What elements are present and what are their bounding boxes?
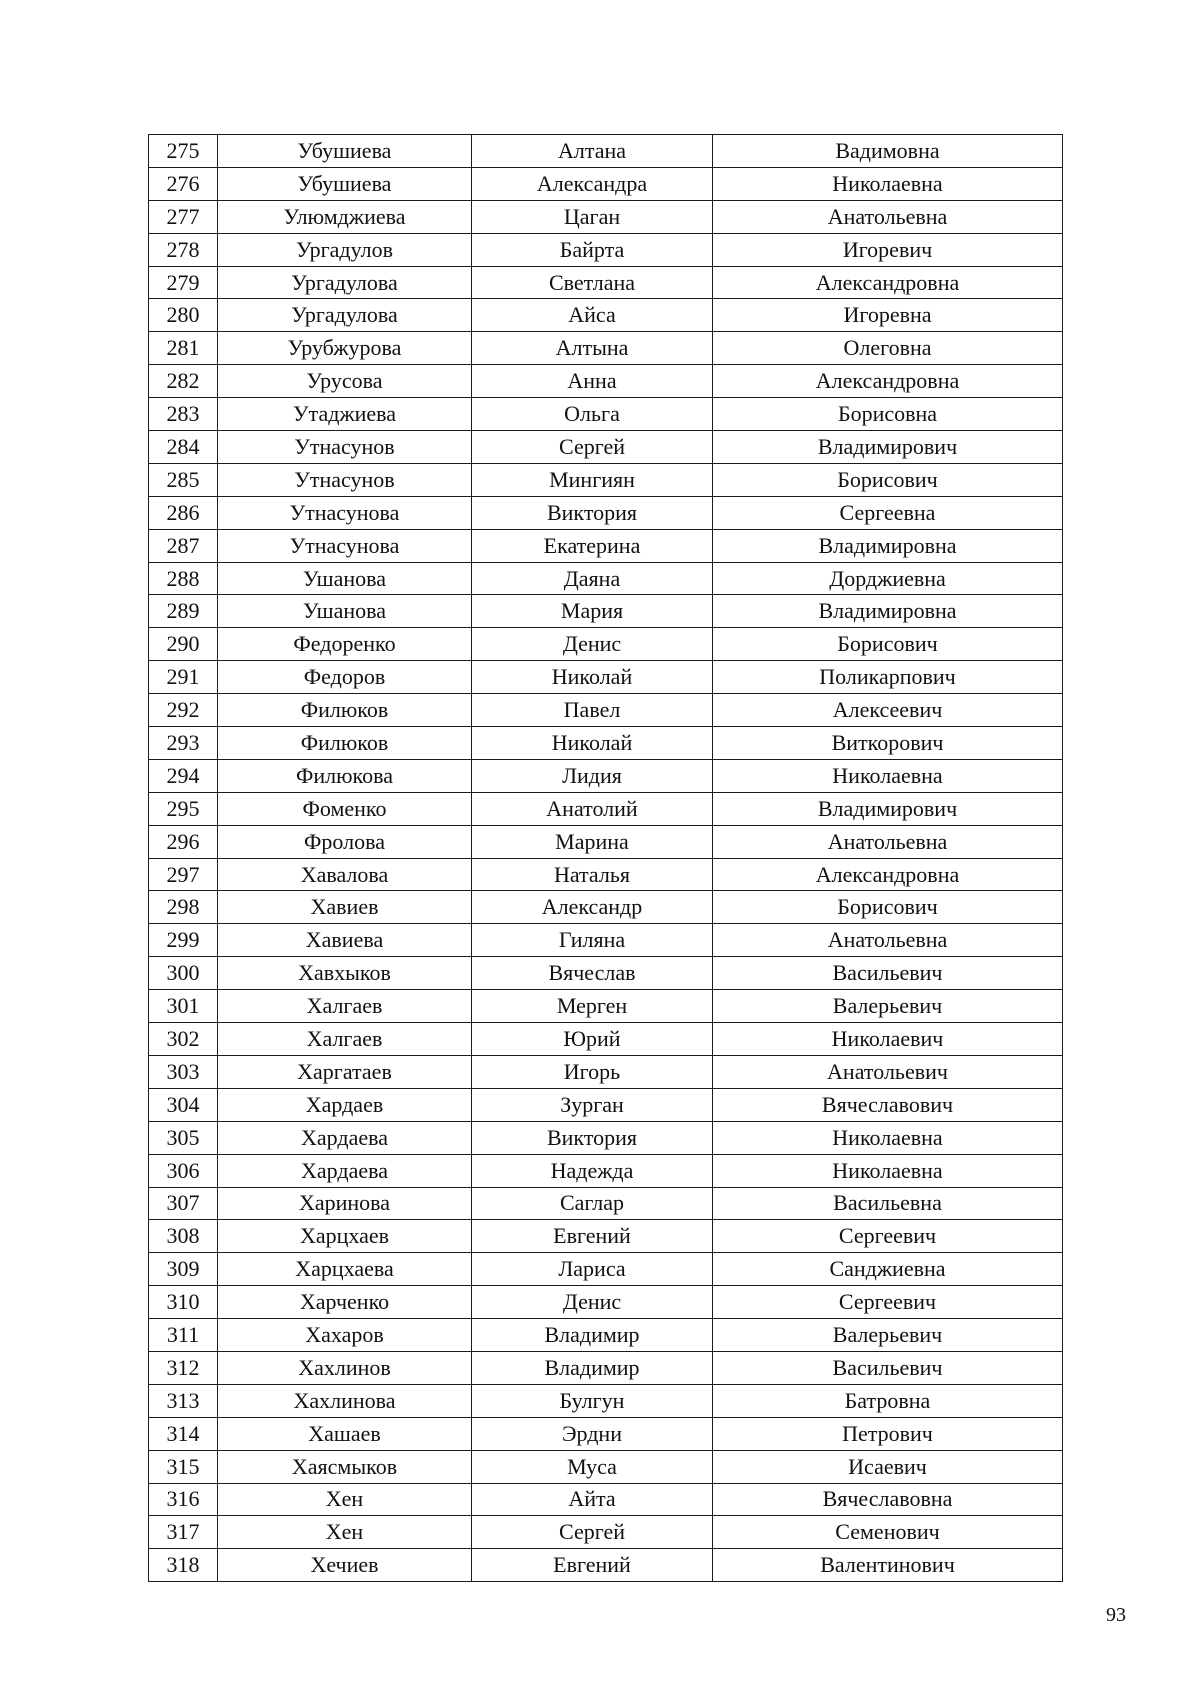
table-row bbox=[149, 661, 1063, 694]
patronymic-cell: Валерьевич bbox=[713, 1319, 1063, 1352]
patronymic-cell: Сергеевна bbox=[713, 496, 1063, 529]
row-number-cell: 281 bbox=[149, 332, 218, 365]
table-row bbox=[149, 1121, 1063, 1154]
row-number-cell: 291 bbox=[149, 661, 218, 694]
table-row bbox=[149, 463, 1063, 496]
row-number-cell: 318 bbox=[149, 1549, 218, 1582]
row-number-cell: 306 bbox=[149, 1154, 218, 1187]
patronymic-cell: Алексеевич bbox=[713, 694, 1063, 727]
last-name-cell: Харинова bbox=[218, 1187, 472, 1220]
table-row bbox=[149, 1154, 1063, 1187]
table-row bbox=[149, 628, 1063, 661]
first-name-cell: Денис bbox=[472, 628, 713, 661]
last-name-cell: Филюков bbox=[218, 694, 472, 727]
patronymic-cell: Николаевна bbox=[713, 167, 1063, 200]
table-row bbox=[149, 1088, 1063, 1121]
last-name-cell: Утнасунов bbox=[218, 431, 472, 464]
row-number-cell: 310 bbox=[149, 1286, 218, 1319]
last-name-cell: Ургадулов bbox=[218, 233, 472, 266]
table-row bbox=[149, 1253, 1063, 1286]
row-number-cell: 300 bbox=[149, 957, 218, 990]
table-row bbox=[149, 167, 1063, 200]
row-number-cell: 313 bbox=[149, 1384, 218, 1417]
row-number-cell: 289 bbox=[149, 595, 218, 628]
row-number-cell: 307 bbox=[149, 1187, 218, 1220]
first-name-cell: Екатерина bbox=[472, 529, 713, 562]
first-name-cell: Игорь bbox=[472, 1055, 713, 1088]
first-name-cell: Александр bbox=[472, 891, 713, 924]
row-number-cell: 296 bbox=[149, 825, 218, 858]
last-name-cell: Харгатаев bbox=[218, 1055, 472, 1088]
patronymic-cell: Борисович bbox=[713, 463, 1063, 496]
first-name-cell: Булгун bbox=[472, 1384, 713, 1417]
first-name-cell: Анатолий bbox=[472, 792, 713, 825]
row-number-cell: 298 bbox=[149, 891, 218, 924]
table-row bbox=[149, 431, 1063, 464]
last-name-cell: Хардаева bbox=[218, 1121, 472, 1154]
first-name-cell: Саглар bbox=[472, 1187, 713, 1220]
last-name-cell: Ургадулова bbox=[218, 299, 472, 332]
first-name-cell: Алтына bbox=[472, 332, 713, 365]
table-row bbox=[149, 891, 1063, 924]
last-name-cell: Харченко bbox=[218, 1286, 472, 1319]
patronymic-cell: Николаевич bbox=[713, 1023, 1063, 1056]
row-number-cell: 301 bbox=[149, 990, 218, 1023]
last-name-cell: Хавхыков bbox=[218, 957, 472, 990]
page-number: 93 bbox=[1106, 1604, 1126, 1626]
last-name-cell: Утнасунов bbox=[218, 463, 472, 496]
last-name-cell: Урубжурова bbox=[218, 332, 472, 365]
row-number-cell: 275 bbox=[149, 135, 218, 168]
table-row bbox=[149, 1450, 1063, 1483]
first-name-cell: Денис bbox=[472, 1286, 713, 1319]
row-number-cell: 278 bbox=[149, 233, 218, 266]
patronymic-cell: Борисович bbox=[713, 628, 1063, 661]
last-name-cell: Утнасунова bbox=[218, 529, 472, 562]
row-number-cell: 297 bbox=[149, 858, 218, 891]
last-name-cell: Харцхаев bbox=[218, 1220, 472, 1253]
last-name-cell: Утаджиева bbox=[218, 398, 472, 431]
last-name-cell: Хавиев bbox=[218, 891, 472, 924]
first-name-cell: Светлана bbox=[472, 266, 713, 299]
patronymic-cell: Александровна bbox=[713, 266, 1063, 299]
patronymic-cell: Александровна bbox=[713, 858, 1063, 891]
patronymic-cell: Анатольевна bbox=[713, 924, 1063, 957]
row-number-cell: 288 bbox=[149, 562, 218, 595]
table-row bbox=[149, 1549, 1063, 1582]
patronymic-cell: Вадимовна bbox=[713, 135, 1063, 168]
row-number-cell: 317 bbox=[149, 1516, 218, 1549]
table-row bbox=[149, 1319, 1063, 1352]
last-name-cell: Хахаров bbox=[218, 1319, 472, 1352]
table-row bbox=[149, 1187, 1063, 1220]
patronymic-cell: Исаевич bbox=[713, 1450, 1063, 1483]
patronymic-cell: Игоревич bbox=[713, 233, 1063, 266]
row-number-cell: 293 bbox=[149, 727, 218, 760]
first-name-cell: Анна bbox=[472, 365, 713, 398]
patronymic-cell: Валентинович bbox=[713, 1549, 1063, 1582]
last-name-cell: Филюков bbox=[218, 727, 472, 760]
row-number-cell: 316 bbox=[149, 1483, 218, 1516]
last-name-cell: Фролова bbox=[218, 825, 472, 858]
patronymic-cell: Владимирович bbox=[713, 792, 1063, 825]
table-row bbox=[149, 1055, 1063, 1088]
table-row bbox=[149, 1384, 1063, 1417]
patronymic-cell: Семенович bbox=[713, 1516, 1063, 1549]
last-name-cell: Хен bbox=[218, 1483, 472, 1516]
table-row bbox=[149, 1417, 1063, 1450]
table-row bbox=[149, 496, 1063, 529]
first-name-cell: Мерген bbox=[472, 990, 713, 1023]
names-table-body bbox=[149, 135, 1063, 1582]
table-row bbox=[149, 398, 1063, 431]
patronymic-cell: Вячеславовна bbox=[713, 1483, 1063, 1516]
patronymic-cell: Борисович bbox=[713, 891, 1063, 924]
table-row bbox=[149, 299, 1063, 332]
row-number-cell: 279 bbox=[149, 266, 218, 299]
first-name-cell: Надежда bbox=[472, 1154, 713, 1187]
first-name-cell: Владимир bbox=[472, 1351, 713, 1384]
patronymic-cell: Игоревна bbox=[713, 299, 1063, 332]
table-row bbox=[149, 135, 1063, 168]
patronymic-cell: Васильевич bbox=[713, 1351, 1063, 1384]
last-name-cell: Хавалова bbox=[218, 858, 472, 891]
first-name-cell: Мария bbox=[472, 595, 713, 628]
first-name-cell: Цаган bbox=[472, 200, 713, 233]
first-name-cell: Сергей bbox=[472, 1516, 713, 1549]
patronymic-cell: Александровна bbox=[713, 365, 1063, 398]
last-name-cell: Урусова bbox=[218, 365, 472, 398]
last-name-cell: Халгаев bbox=[218, 1023, 472, 1056]
patronymic-cell: Петрович bbox=[713, 1417, 1063, 1450]
patronymic-cell: Николаевна bbox=[713, 759, 1063, 792]
patronymic-cell: Анатольевич bbox=[713, 1055, 1063, 1088]
row-number-cell: 312 bbox=[149, 1351, 218, 1384]
row-number-cell: 285 bbox=[149, 463, 218, 496]
first-name-cell: Сергей bbox=[472, 431, 713, 464]
table-row bbox=[149, 792, 1063, 825]
last-name-cell: Хахлинов bbox=[218, 1351, 472, 1384]
table-row bbox=[149, 332, 1063, 365]
first-name-cell: Николай bbox=[472, 727, 713, 760]
row-number-cell: 303 bbox=[149, 1055, 218, 1088]
last-name-cell: Улюмджиева bbox=[218, 200, 472, 233]
first-name-cell: Гиляна bbox=[472, 924, 713, 957]
first-name-cell: Павел bbox=[472, 694, 713, 727]
row-number-cell: 305 bbox=[149, 1121, 218, 1154]
patronymic-cell: Борисовна bbox=[713, 398, 1063, 431]
row-number-cell: 287 bbox=[149, 529, 218, 562]
patronymic-cell: Васильевич bbox=[713, 957, 1063, 990]
table-row bbox=[149, 1023, 1063, 1056]
last-name-cell: Хахлинова bbox=[218, 1384, 472, 1417]
table-row bbox=[149, 1220, 1063, 1253]
first-name-cell: Евгений bbox=[472, 1220, 713, 1253]
row-number-cell: 280 bbox=[149, 299, 218, 332]
row-number-cell: 302 bbox=[149, 1023, 218, 1056]
row-number-cell: 315 bbox=[149, 1450, 218, 1483]
table-row bbox=[149, 825, 1063, 858]
first-name-cell: Виктория bbox=[472, 496, 713, 529]
row-number-cell: 314 bbox=[149, 1417, 218, 1450]
names-table bbox=[148, 134, 1063, 1582]
last-name-cell: Харцхаева bbox=[218, 1253, 472, 1286]
last-name-cell: Хавиева bbox=[218, 924, 472, 957]
row-number-cell: 290 bbox=[149, 628, 218, 661]
last-name-cell: Филюкова bbox=[218, 759, 472, 792]
patronymic-cell: Дорджиевна bbox=[713, 562, 1063, 595]
first-name-cell: Евгений bbox=[472, 1549, 713, 1582]
last-name-cell: Ушанова bbox=[218, 562, 472, 595]
row-number-cell: 308 bbox=[149, 1220, 218, 1253]
last-name-cell: Хен bbox=[218, 1516, 472, 1549]
table-row bbox=[149, 694, 1063, 727]
patronymic-cell: Николаевна bbox=[713, 1154, 1063, 1187]
row-number-cell: 311 bbox=[149, 1319, 218, 1352]
last-name-cell: Федоров bbox=[218, 661, 472, 694]
table-row bbox=[149, 1483, 1063, 1516]
last-name-cell: Хашаев bbox=[218, 1417, 472, 1450]
patronymic-cell: Анатольевна bbox=[713, 825, 1063, 858]
last-name-cell: Фоменко bbox=[218, 792, 472, 825]
first-name-cell: Алтана bbox=[472, 135, 713, 168]
table-row bbox=[149, 529, 1063, 562]
first-name-cell: Виктория bbox=[472, 1121, 713, 1154]
first-name-cell: Николай bbox=[472, 661, 713, 694]
last-name-cell: Хаясмыков bbox=[218, 1450, 472, 1483]
table-row bbox=[149, 858, 1063, 891]
row-number-cell: 292 bbox=[149, 694, 218, 727]
first-name-cell: Владимир bbox=[472, 1319, 713, 1352]
table-row bbox=[149, 1351, 1063, 1384]
first-name-cell: Лидия bbox=[472, 759, 713, 792]
last-name-cell: Убушиева bbox=[218, 135, 472, 168]
last-name-cell: Хардаев bbox=[218, 1088, 472, 1121]
first-name-cell: Марина bbox=[472, 825, 713, 858]
first-name-cell: Байрта bbox=[472, 233, 713, 266]
last-name-cell: Хардаева bbox=[218, 1154, 472, 1187]
table-row bbox=[149, 1516, 1063, 1549]
last-name-cell: Федоренко bbox=[218, 628, 472, 661]
first-name-cell: Лариса bbox=[472, 1253, 713, 1286]
patronymic-cell: Валерьевич bbox=[713, 990, 1063, 1023]
last-name-cell: Халгаев bbox=[218, 990, 472, 1023]
table-row bbox=[149, 1286, 1063, 1319]
first-name-cell: Наталья bbox=[472, 858, 713, 891]
last-name-cell: Ушанова bbox=[218, 595, 472, 628]
patronymic-cell: Вячеславович bbox=[713, 1088, 1063, 1121]
last-name-cell: Ургадулова bbox=[218, 266, 472, 299]
row-number-cell: 282 bbox=[149, 365, 218, 398]
table-row bbox=[149, 727, 1063, 760]
table-row bbox=[149, 233, 1063, 266]
row-number-cell: 294 bbox=[149, 759, 218, 792]
first-name-cell: Мингиян bbox=[472, 463, 713, 496]
first-name-cell: Даяна bbox=[472, 562, 713, 595]
patronymic-cell: Николаевна bbox=[713, 1121, 1063, 1154]
patronymic-cell: Сергеевич bbox=[713, 1220, 1063, 1253]
first-name-cell: Айта bbox=[472, 1483, 713, 1516]
patronymic-cell: Владимировна bbox=[713, 529, 1063, 562]
first-name-cell: Александра bbox=[472, 167, 713, 200]
patronymic-cell: Владимировна bbox=[713, 595, 1063, 628]
first-name-cell: Эрдни bbox=[472, 1417, 713, 1450]
row-number-cell: 309 bbox=[149, 1253, 218, 1286]
table-row bbox=[149, 924, 1063, 957]
patronymic-cell: Батровна bbox=[713, 1384, 1063, 1417]
row-number-cell: 277 bbox=[149, 200, 218, 233]
last-name-cell: Убушиева bbox=[218, 167, 472, 200]
row-number-cell: 295 bbox=[149, 792, 218, 825]
row-number-cell: 299 bbox=[149, 924, 218, 957]
row-number-cell: 286 bbox=[149, 496, 218, 529]
patronymic-cell: Сергеевич bbox=[713, 1286, 1063, 1319]
table-row bbox=[149, 562, 1063, 595]
patronymic-cell: Владимирович bbox=[713, 431, 1063, 464]
last-name-cell: Утнасунова bbox=[218, 496, 472, 529]
patronymic-cell: Виткорович bbox=[713, 727, 1063, 760]
table-row bbox=[149, 957, 1063, 990]
patronymic-cell: Васильевна bbox=[713, 1187, 1063, 1220]
first-name-cell: Ольга bbox=[472, 398, 713, 431]
first-name-cell: Айса bbox=[472, 299, 713, 332]
row-number-cell: 283 bbox=[149, 398, 218, 431]
first-name-cell: Муса bbox=[472, 1450, 713, 1483]
patronymic-cell: Олеговна bbox=[713, 332, 1063, 365]
first-name-cell: Юрий bbox=[472, 1023, 713, 1056]
patronymic-cell: Поликарпович bbox=[713, 661, 1063, 694]
patronymic-cell: Санджиевна bbox=[713, 1253, 1063, 1286]
table-row bbox=[149, 595, 1063, 628]
patronymic-cell: Анатольевна bbox=[713, 200, 1063, 233]
row-number-cell: 304 bbox=[149, 1088, 218, 1121]
table-row bbox=[149, 365, 1063, 398]
row-number-cell: 276 bbox=[149, 167, 218, 200]
table-row bbox=[149, 266, 1063, 299]
last-name-cell: Хечиев bbox=[218, 1549, 472, 1582]
first-name-cell: Зурган bbox=[472, 1088, 713, 1121]
table-row bbox=[149, 759, 1063, 792]
first-name-cell: Вячеслав bbox=[472, 957, 713, 990]
table-row bbox=[149, 990, 1063, 1023]
row-number-cell: 284 bbox=[149, 431, 218, 464]
table-row bbox=[149, 200, 1063, 233]
